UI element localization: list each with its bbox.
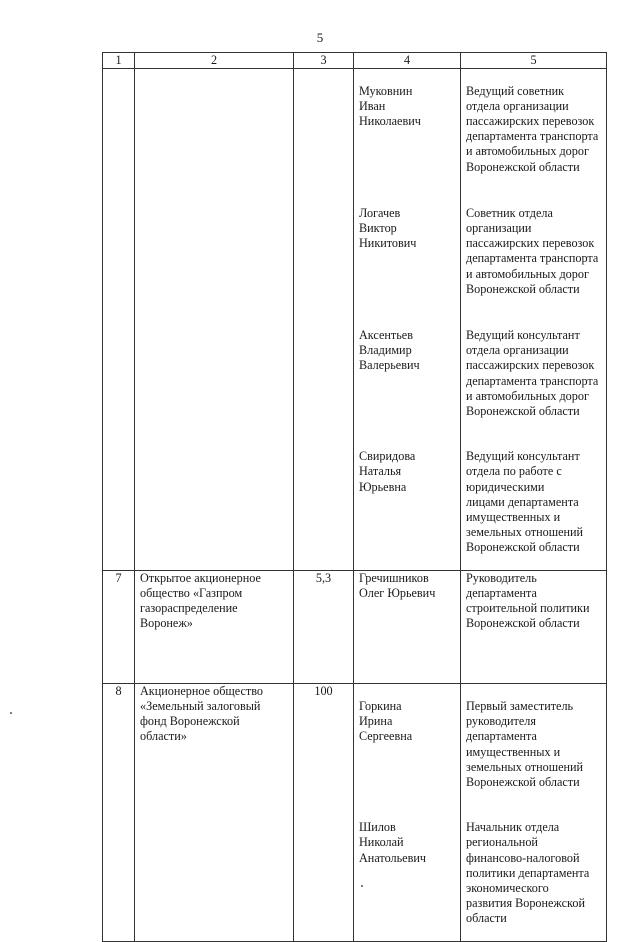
column-number: 1 (103, 53, 135, 69)
person-position: Ведущий консультант отдела по работе с юридическими лицами департамента имущественных и земельных отношений Воронежской области (466, 449, 584, 554)
person-position: Начальник отдела региональной финансово-налоговой политики департамента экономического развития Воронежской области (466, 820, 590, 925)
stake-cell (294, 69, 354, 571)
person-position: Ведущий консультант отдела организации пассажирских перевозок департамента транспорта и автомобильных дорог Воронежской области (466, 328, 599, 418)
organization-name: Открытое акционерное общество «Газпром газораспределение Воронеж» (135, 571, 294, 684)
table-row (103, 684, 607, 942)
column-number-row (103, 53, 607, 69)
person-name: Свиридова Наталья Юрьевна (359, 449, 416, 494)
person-position: Советник отдела организации пассажирских перевозок департамента транспорта и автомобильных дорог Воронежской области (466, 206, 599, 296)
row-number: 8 (103, 684, 135, 942)
column-number: 2 (135, 53, 294, 69)
table-row (103, 571, 607, 684)
person-name: Горкина Ирина Сергеевна (359, 699, 413, 744)
person-position: Ведущий советник отдела организации пассажирских перевозок департамента транспорта и автомобильных дорог Воронежской области (466, 84, 599, 174)
person-name: Аксентьев Владимир Валерьевич (359, 328, 420, 373)
scan-speck (361, 885, 363, 887)
person-name: Гречишников Олег Юрьевич (354, 571, 461, 684)
person-name: Логачев Виктор Никитович (359, 206, 417, 251)
stake-value: 100 (294, 684, 354, 942)
organization-name: Акционерное общество «Земельный залоговый фонд Воронежской области» (135, 684, 294, 942)
column-number: 3 (294, 53, 354, 69)
person-position: Первый заместитель руководителя департамента имущественных и земельных отношений Воронежской области (466, 699, 584, 789)
organization-cell (135, 69, 294, 571)
positions-cell (461, 684, 607, 942)
scan-speck (10, 712, 12, 714)
column-number: 5 (461, 53, 607, 69)
continuation-row (103, 69, 607, 571)
person-position: Руководитель департамента строительной политики Воронежской области (461, 571, 607, 684)
row-number-cell (103, 69, 135, 571)
names-cell (354, 684, 461, 942)
row-number: 7 (103, 571, 135, 684)
stake-value: 5,3 (294, 571, 354, 684)
officials-table (102, 52, 607, 942)
column-number: 4 (354, 53, 461, 69)
person-name: Муковнин Иван Николаевич (359, 84, 421, 129)
person-name: Шилов Николай Анатольевич (359, 820, 426, 865)
names-cell (354, 69, 461, 571)
positions-cell (461, 69, 607, 571)
page-number: 5 (316, 30, 324, 45)
